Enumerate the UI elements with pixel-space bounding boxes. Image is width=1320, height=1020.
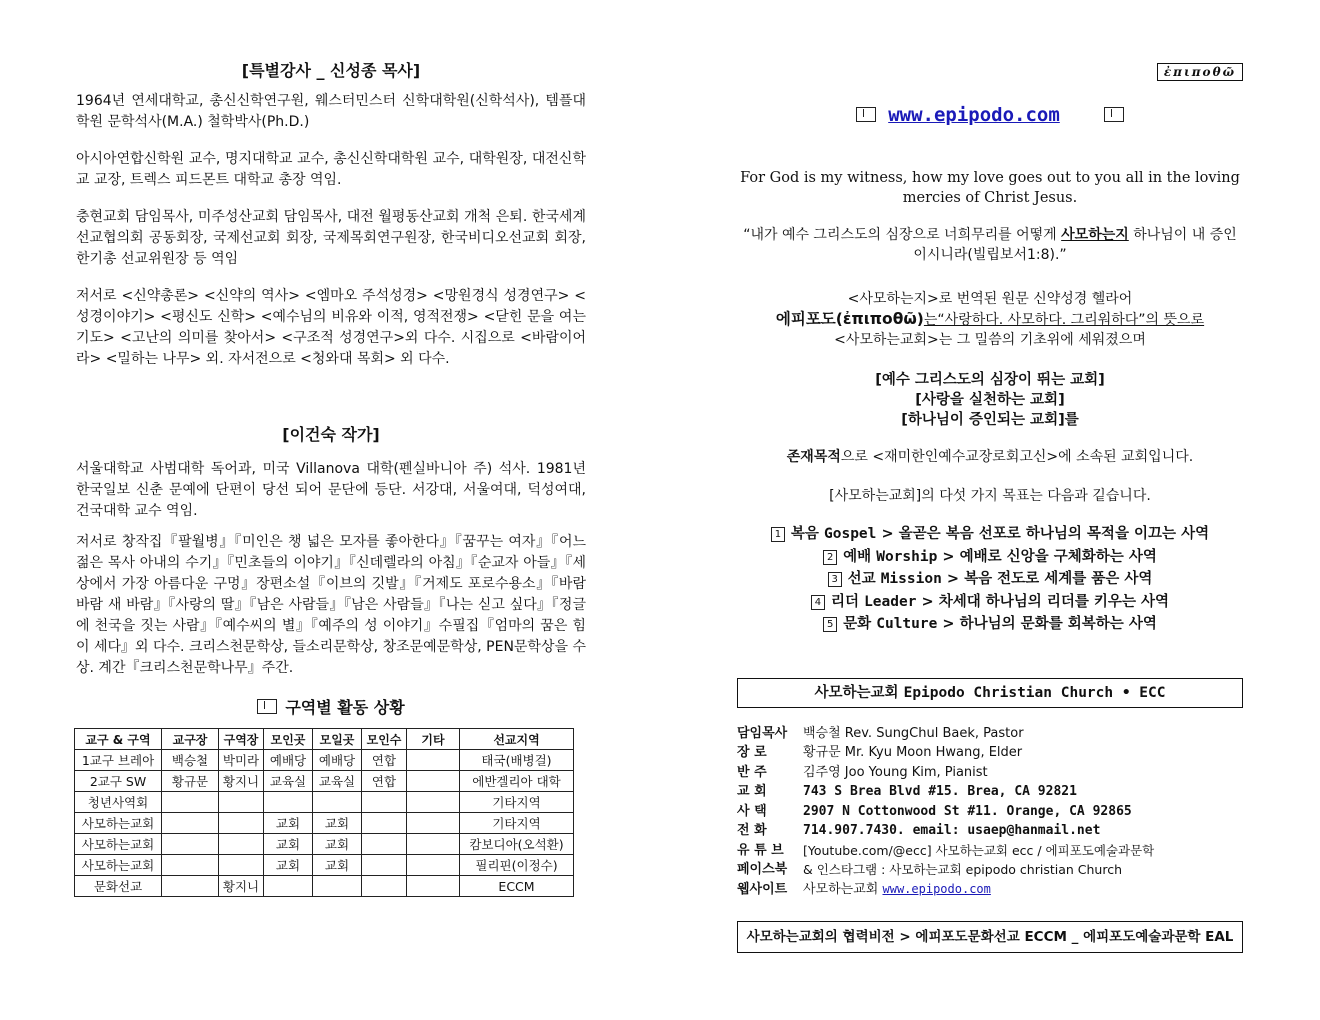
mission-line: [사랑을 실천하는 교회] — [915, 392, 1065, 408]
goal-number: 1 — [771, 527, 785, 542]
info-label: 교 회 — [737, 784, 767, 799]
greek-word: 에피포도(ἐπιποθῶ) — [775, 310, 924, 328]
table-cell — [407, 771, 460, 792]
goal-item — [737, 546, 1243, 569]
table-cell: 기타지역 — [460, 813, 574, 834]
table-cell — [264, 792, 313, 813]
table-cell — [162, 855, 219, 876]
goal-ko: 예배 — [843, 548, 872, 565]
table-cell — [407, 813, 460, 834]
table-cell — [407, 876, 460, 897]
table-cell — [313, 876, 362, 897]
table-cell: 교회 — [313, 813, 362, 834]
elder-value: 황규문 Mr. Kyu Moon Hwang, Elder — [803, 745, 1023, 760]
table-header: 모인곳 — [264, 729, 313, 750]
table-cell: 사모하는교회 — [75, 834, 162, 855]
table-cell: 캄보디아(오석환) — [460, 834, 574, 855]
writer-paragraph: 서울대학교 사범대학 독어과, 미국 Villanova 대학(펜실바니아 주) 석사. 1981년 한국일보 신춘 문예에 단편이 당선 되어 문단에 등단. 서강대, 서울여대, 덕성여대, 건국대학 교수 역임. — [76, 461, 586, 519]
info-row — [737, 724, 1243, 744]
table-cell: 연합 — [362, 771, 407, 792]
table-cell: 사모하는교회 — [75, 855, 162, 876]
info-row — [737, 821, 1243, 841]
table-cell — [219, 834, 264, 855]
purpose-line — [737, 447, 1243, 467]
table-cell: 문화선교 — [75, 876, 162, 897]
goal-ko: 복음 — [790, 526, 819, 542]
greek-line: <사모하는지>로 번역된 원문 신약성경 헬라어 — [847, 291, 1133, 307]
table-cell — [162, 876, 219, 897]
pianist-value: 김주영 Joo Young Kim, Pianist — [803, 764, 988, 780]
goal-number: 2 — [823, 550, 837, 565]
table-cell: 필리핀(이정수) — [460, 855, 574, 876]
epipotho-logo: ἐπιποθῶ — [1157, 63, 1243, 81]
church-name-ko: 사모하는교회 — [814, 684, 899, 701]
info-row — [737, 782, 1243, 802]
purpose-text: 으로 <재미한인예수교장로회고신>에 소속된 교회입니다. — [840, 449, 1194, 465]
info-label: 웹사이트 — [737, 881, 788, 897]
table-cell — [219, 813, 264, 834]
table-cell — [362, 792, 407, 813]
table-cell — [219, 855, 264, 876]
table-cell: ECCM — [460, 876, 574, 897]
goal-desc: > 복음 전도로 세계를 품은 사역 — [946, 571, 1153, 587]
table-cell — [313, 792, 362, 813]
info-row — [737, 880, 1243, 900]
info-label: 장 로 — [737, 745, 767, 760]
table-cell — [362, 855, 407, 876]
goal-desc: > 하나님의 문화를 회복하는 사역 — [942, 616, 1157, 632]
table-cell: 교회 — [264, 855, 313, 876]
greek-line — [737, 309, 1243, 330]
writer-title: [이건숙 작가] — [282, 425, 380, 444]
table-header: 교구 & 구역 — [75, 729, 162, 750]
vision-box: 사모하는교회의 협력비전 > 에피포도문화선교 ECCM _ 에피포도예술과문학 EAL — [737, 921, 1243, 953]
table-cell: 황지니 — [219, 771, 264, 792]
table-cell: 2교구 SW — [75, 771, 162, 792]
goal-number: 3 — [828, 572, 842, 587]
verse-korean-part: “내가 예수 그리스도의 심장으로 너희무리를 어떻게 — [743, 227, 1062, 243]
phone-email: 714.907.7430. email: usaep@hanmail.net — [803, 823, 1101, 838]
table-cell — [162, 813, 219, 834]
info-label: 전 화 — [737, 823, 767, 838]
table-cell — [407, 855, 460, 876]
info-label: 담임목사 — [737, 725, 788, 741]
goal-en: Culture — [876, 616, 938, 632]
facebook-value: & 인스타그램 : 사모하는교회 epipodo christian Church — [803, 862, 1122, 877]
info-label: 사 택 — [737, 803, 767, 819]
table-cell — [407, 834, 460, 855]
goal-ko: 선교 — [847, 571, 876, 587]
goal-ko: 리더 — [830, 593, 859, 610]
website-link[interactable]: www.epipodo.com — [888, 104, 1060, 126]
table-cell — [362, 834, 407, 855]
table-cell: 교회 — [264, 813, 313, 834]
table-header: 모인수 — [362, 729, 407, 750]
church-name-box — [737, 678, 1243, 708]
goal-desc: > 예배로 신앙을 구체화하는 사역 — [942, 548, 1157, 565]
goal-item — [737, 613, 1243, 636]
goal-number: 4 — [811, 595, 825, 610]
table-cell: 태국(배병걸) — [460, 750, 574, 771]
writer-paragraph: 저서로 창작집『팔월병』『미인은 챙 넓은 모자를 좋아한다』『꿈꾸는 여자』『어느 젊은 목사 아내의 수기』『민초들의 이야기』『신데렐라의 아침』『순교자 아들』『세상에서 가장 아름다운 구멍』장편소설『이브의 깃발』『거제도 포로수용소』『바람 바람 새 바람』『사랑의 딸』『남은 사람들』『남은 사람들』『나는 싣고 싶다』『정글에 천국을 짓는 사람』『예수씨의 별』『예주의 성 이야기』수필집『엄마의 꿈은 힘이 세다』외 다수. 크리스천문학상, 들소리문학상, 창조문예문학상, PEN문학상을 수상. 계간『크리스천문학나무』주간. — [76, 534, 586, 676]
goals-intro: [사모하는교회]의 다섯 가지 목표는 다음과 깉습니다. — [829, 488, 1151, 504]
goal-item — [737, 568, 1243, 591]
table-cell: 연합 — [362, 750, 407, 771]
cross-icon — [1104, 107, 1124, 122]
table-cell: 에반겔리아 대학 — [460, 771, 574, 792]
goal-desc: > 올곧은 복음 선포로 하나님의 목적을 이끄는 사역 — [881, 526, 1210, 542]
web-name: 사모하는교회 — [803, 881, 879, 897]
table-cell: 청년사역회 — [75, 792, 162, 813]
goal-en: Gospel — [824, 526, 877, 542]
table-cell — [407, 750, 460, 771]
table-cell: 교육실 — [313, 771, 362, 792]
table-cell: 황지니 — [219, 876, 264, 897]
table-cell: 사모하는교회 — [75, 813, 162, 834]
youtube-value: [Youtube.com/@ecc] 사모하는교회 ecc / 에피포도예술과문학 — [803, 842, 1155, 858]
left-column — [76, 56, 586, 897]
table-cell — [162, 834, 219, 855]
groups-table — [74, 728, 574, 897]
info-row — [737, 860, 1243, 880]
table-header-row — [75, 729, 574, 750]
info-row — [737, 841, 1243, 861]
verse-english: For God is my witness, how my love goes out to you all in the loving mercies of Christ Jesus. — [740, 170, 1240, 206]
table-header: 교구장 — [162, 729, 219, 750]
table-header: 모일곳 — [313, 729, 362, 750]
web-link[interactable]: www.epipodo.com — [882, 881, 991, 896]
groups-heading — [76, 695, 586, 718]
goal-en: Worship — [876, 548, 938, 565]
goal-en: Leader — [864, 593, 917, 610]
table-row — [75, 813, 574, 834]
table-cell — [219, 792, 264, 813]
goal-item — [737, 523, 1243, 546]
verse-korean-underlined: 사모하는지 — [1061, 227, 1129, 243]
table-cell — [162, 792, 219, 813]
table-cell: 기타지역 — [460, 792, 574, 813]
mission-line: [예수 그리스도의 심장이 뛰는 교회] — [875, 372, 1105, 388]
table-row — [75, 750, 574, 771]
table-row — [75, 855, 574, 876]
info-label: 반 주 — [737, 764, 767, 780]
table-header: 기타 — [407, 729, 460, 750]
greek-line: <사모하는교회>는 그 밀씀의 기초위에 세워졌으며 — [834, 332, 1146, 348]
church-name-en: Epipodo Christian Church • ECC — [903, 684, 1166, 701]
mission-statements — [737, 370, 1243, 430]
table-cell: 1교구 브레아 — [75, 750, 162, 771]
mission-line: [하나님이 증인되는 교회]를 — [901, 412, 1079, 428]
cross-icon — [257, 699, 277, 714]
church-info — [737, 724, 1243, 900]
lecture-title: [특별강사 _ 신성종 목사] — [241, 61, 421, 80]
info-row — [737, 743, 1243, 763]
table-cell: 백승철 — [162, 750, 219, 771]
goal-desc: > 차세대 하나님의 리더를 키우는 사역 — [921, 593, 1170, 610]
table-cell: 교육실 — [264, 771, 313, 792]
info-label: 유 튜 브 — [737, 842, 784, 858]
lecture-paragraph: 저서로 <신약총론> <신약의 역사> <엠마오 주석성경> <망원경식 성경연구> <성경이야기> <평신도 신학> <예수님의 비유와 이적, 영적전쟁> <닫힌 문을 여는 기도> <고난의 의미를 찾아서> <구조적 성경연구>외 다수. 시집으로 <바람이어라> <밀하는 나무> 외. 자서전으로 <청와대 목회> 외 다수. — [76, 288, 586, 367]
table-cell: 예배당 — [264, 750, 313, 771]
table-row — [75, 876, 574, 897]
goal-number: 5 — [823, 617, 837, 632]
table-cell: 황규문 — [162, 771, 219, 792]
lecture-paragraph: 아시아연합신학원 교수, 명지대학교 교수, 총신신학대학원 교수, 대학원장, 대전신학교 교장, 트렉스 피드몬트 대학교 총장 역임. — [76, 151, 586, 188]
table-cell: 교회 — [313, 855, 362, 876]
purpose-keyword: 존재목적 — [786, 449, 841, 465]
table-cell — [264, 876, 313, 897]
table-header: 구역장 — [219, 729, 264, 750]
table-cell — [407, 792, 460, 813]
table-header: 선교지역 — [460, 729, 574, 750]
house-address: 2907 N Cottonwood St #11. Orange, CA 92865 — [803, 803, 1132, 819]
cross-icon — [856, 107, 876, 122]
goals-list — [737, 523, 1243, 636]
info-row — [737, 763, 1243, 783]
lecture-paragraph: 충현교회 담임목사, 미주성산교회 담임목사, 대전 월평동산교회 개척 은퇴. 한국세계선교협의회 공동회장, 국제선교회 회장, 국제목회연구원장, 한국비디오선교회 회장, 한기총 선교위원장 등 역임 — [76, 209, 586, 267]
table-cell: 교회 — [264, 834, 313, 855]
table-row — [75, 771, 574, 792]
verse-korean-part: 하나님이 내 증인이시니라(빌립보서1:8).” — [913, 227, 1237, 263]
goal-ko: 문화 — [843, 616, 872, 632]
greek-explanation — [737, 289, 1243, 350]
info-row — [737, 802, 1243, 822]
goal-item — [737, 591, 1243, 614]
right-column — [737, 56, 1243, 953]
table-cell: 교회 — [313, 834, 362, 855]
table-cell: 예배당 — [313, 750, 362, 771]
lecture-paragraph: 1964년 연세대학교, 총신신학연구원, 웨스터민스터 신학대학원(신학석사), 템플대학원 문학석사(M.A.) 철학박사(Ph.D.) — [76, 93, 586, 130]
table-cell — [362, 876, 407, 897]
website-line — [737, 104, 1243, 126]
table-cell: 박미라 — [219, 750, 264, 771]
church-address: 743 S Brea Blvd #15. Brea, CA 92821 — [803, 784, 1077, 799]
verse-korean — [737, 225, 1243, 265]
table-cell — [362, 813, 407, 834]
info-label: 페이스북 — [737, 862, 788, 877]
groups-title: 구역별 활동 상황 — [285, 698, 405, 717]
table-row — [75, 792, 574, 813]
table-row — [75, 834, 574, 855]
pastor-value: 백승철 Rev. SungChul Baek, Pastor — [803, 725, 1024, 741]
greek-meaning: 는“사랑하다. 사모하다. 그리워하다”의 뜻으로 — [923, 312, 1205, 328]
goal-en: Mission — [880, 571, 942, 587]
